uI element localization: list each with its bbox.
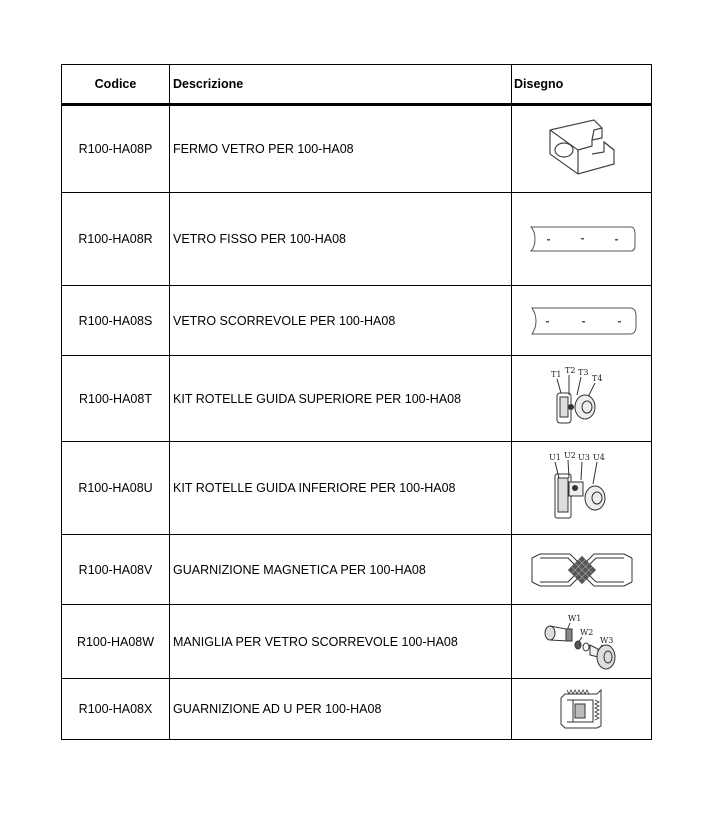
fixed-glass-panel-icon	[527, 221, 637, 257]
table-row	[62, 193, 652, 286]
cell-description: GUARNIZIONE AD U PER 100-HA08	[170, 679, 512, 740]
cell-code: R100-HA08U	[62, 442, 170, 535]
part-label: W3	[599, 635, 613, 645]
cell-drawing	[512, 286, 652, 356]
header-drawing: Disegno	[512, 65, 652, 105]
part-label: T4	[591, 373, 602, 383]
lower-roller-kit-icon	[547, 448, 617, 528]
cell-description: FERMO VETRO PER 100-HA08	[170, 105, 512, 193]
cell-code: R100-HA08X	[62, 679, 170, 740]
cell-description: GUARNIZIONE MAGNETICA PER 100-HA08	[170, 535, 512, 605]
cell-description: KIT ROTELLE GUIDA INFERIORE PER 100-HA08	[170, 442, 512, 535]
part-label: W2	[579, 627, 593, 637]
cell-code: R100-HA08S	[62, 286, 170, 356]
handle-icon	[542, 611, 622, 673]
header-description: Descrizione	[170, 65, 512, 105]
table-row	[62, 105, 652, 193]
part-label: T2	[564, 365, 575, 375]
part-label: T3	[577, 367, 588, 377]
cell-code: R100-HA08T	[62, 356, 170, 442]
part-label: W1	[567, 613, 581, 623]
table-row	[62, 679, 652, 740]
table-row	[62, 535, 652, 605]
part-label: U1	[548, 453, 561, 462]
cell-drawing	[512, 105, 652, 193]
cell-code: R100-HA08R	[62, 193, 170, 286]
cell-description: MANIGLIA PER VETRO SCORREVOLE 100-HA08	[170, 605, 512, 679]
u-seal-icon	[557, 686, 607, 732]
upper-roller-kit-icon	[547, 363, 617, 435]
magnetic-seal-icon	[530, 548, 634, 592]
sliding-glass-panel-icon	[526, 304, 638, 338]
table-row	[62, 286, 652, 356]
glass-stopper-icon	[542, 116, 622, 182]
part-label: U2	[563, 451, 576, 460]
cell-drawing	[512, 535, 652, 605]
cell-code: R100-HA08V	[62, 535, 170, 605]
cell-code: R100-HA08W	[62, 605, 170, 679]
table-row	[62, 605, 652, 679]
cell-drawing	[512, 605, 652, 679]
part-label: U4	[592, 453, 605, 462]
table-header-row	[62, 65, 652, 105]
header-code: Codice	[62, 65, 170, 105]
table-row	[62, 442, 652, 535]
cell-code: R100-HA08P	[62, 105, 170, 193]
parts-table	[61, 64, 652, 740]
table-row	[62, 356, 652, 442]
part-label: T1	[550, 369, 561, 379]
part-label: U3	[577, 453, 590, 462]
cell-drawing	[512, 356, 652, 442]
cell-description: VETRO FISSO PER 100-HA08	[170, 193, 512, 286]
cell-description: VETRO SCORREVOLE PER 100-HA08	[170, 286, 512, 356]
cell-drawing	[512, 193, 652, 286]
cell-drawing	[512, 679, 652, 740]
cell-description: KIT ROTELLE GUIDA SUPERIORE PER 100-HA08	[170, 356, 512, 442]
cell-drawing	[512, 442, 652, 535]
